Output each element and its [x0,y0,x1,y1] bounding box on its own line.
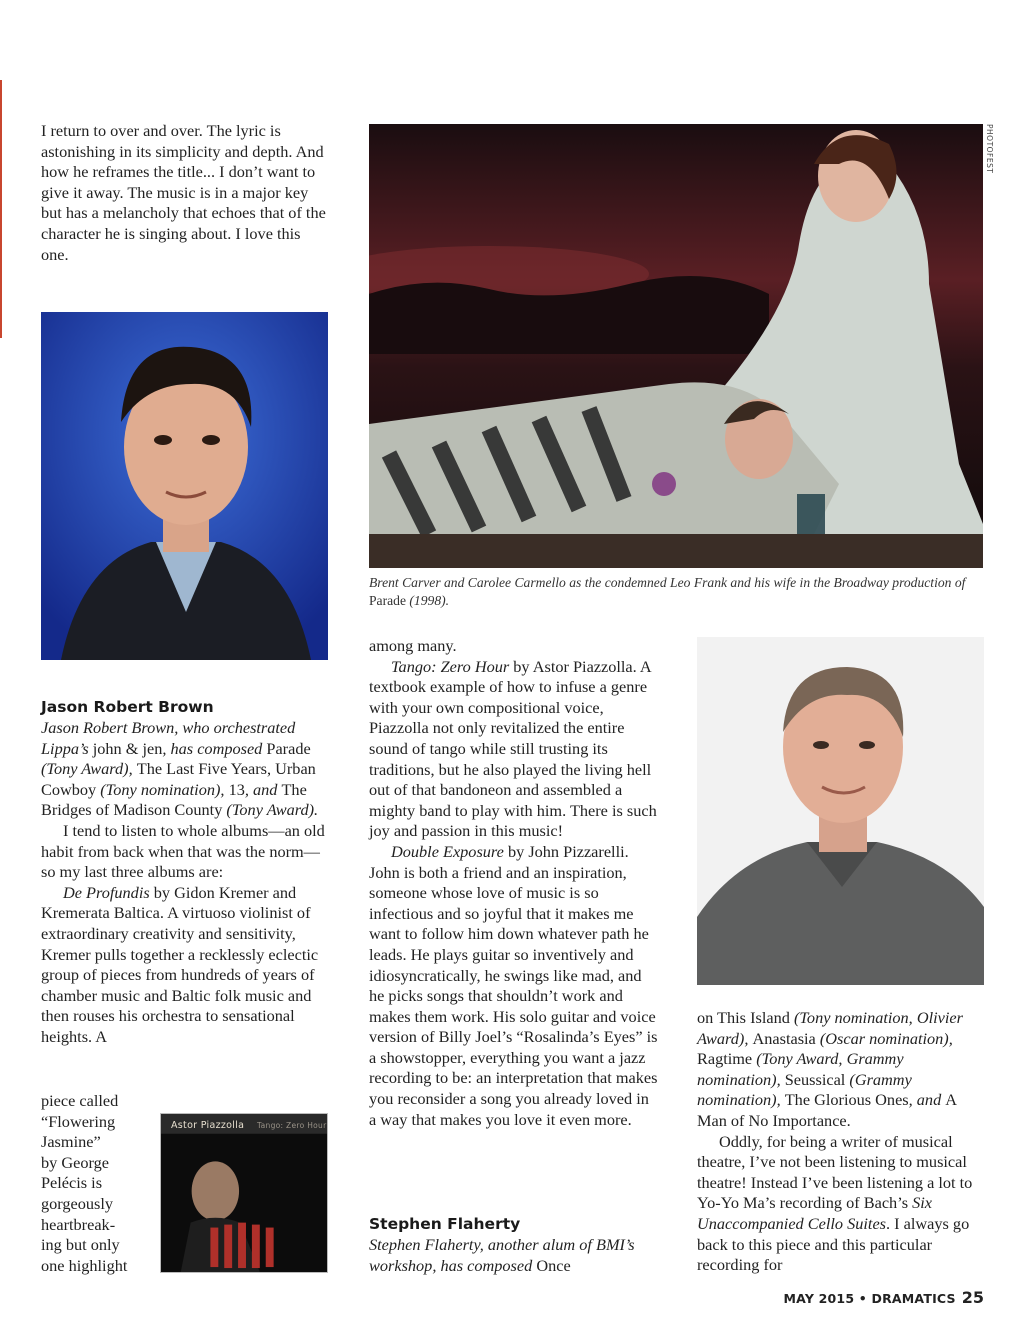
album-cover [160,1113,328,1273]
col2-paragraph-0: among many. [369,636,457,655]
jrb-bio: Jason Robert Brown, who orchestrated Lippa’s john & jen, has composed Parade (Tony Award), The Last Five Years, Urban Cowboy (Tony nomination), 13, and The Bridges of Madison County (Tony Award). [41,718,319,820]
intro-paragraph [41,121,331,265]
jrb-paragraph-1: I tend to listen to whole albums—an old habit from back when that was the norm—so my last three albums are: [41,820,325,882]
jason-robert-brown-heading: Jason Robert Brown [41,698,214,716]
caption-text: Brent Carver and Carolee Carmello as the condemned Leo Frank and his wife in the Broadway production of [369,575,966,590]
jrb-wrap-lines: piece called “Flowering Jasmine” by George Pelécis is gorgeously heartbreak- ing but only one highlight [41,1091,128,1275]
caption-year: (1998). [406,593,450,608]
page-number: 25 [961,1288,984,1307]
flaherty-paragraph-1: Oddly, for being a writer of musical theatre, I’ve not been listening to musical theatre! Instead I’ve been listening a lot to Yo-Yo Ma’s recording of Bach’s Six Unaccompanied Cello Suites. I always go back to this piece and this particular recording for [697,1131,973,1275]
flaherty-bio-continued: on This Island (Tony nomination, Olivier Award), Anastasia (Oscar nomination), Ragtime (Tony Award, Grammy nomination), Seussical (Grammy nomination), The Glorious Ones, and A Man of No Importance. [697,1008,963,1130]
parade-production-photo [369,124,983,568]
photo-credit: PHOTOFEST [985,124,994,174]
caption-show-title: Parade [369,593,406,608]
jason-robert-brown-portrait [41,312,328,660]
column-3-text [697,1008,984,1276]
album-artist: Astor Piazzolla [171,1120,245,1131]
issue-label: MAY 2015 • DRAMATICS [783,1291,956,1306]
page-edge-rule [0,80,2,338]
stephen-flaherty-portrait [697,637,984,985]
stephen-flaherty-heading: Stephen Flaherty [369,1215,521,1233]
intro-text: I return to over and over. The lyric is astonishing in its simplicity and depth. And how he reframes the title... I don’t want to give it away. The music is in a major key but has a melancholy that echoes that of the character he is singing about. I love this one. [41,121,326,264]
col2-paragraph-1: Tango: Zero Hour by Astor Piazzolla. A textbook example of how to infuse a genre with your own compositional voice, Piazzolla not only revitalized the entire sound of tango while still trusting its traditions, but he also played the living hell out of that bandoneon and assembled a mighty band to play with him. There is such joy and passion in this music! [369,656,657,841]
page-footer [784,1288,984,1307]
photo-caption [369,574,983,610]
flaherty-bio-start: Stephen Flaherty, another alum of BMI’s workshop, has composed Once [369,1235,635,1275]
album-title: Tango: Zero Hour [257,1121,327,1130]
column-2-text [369,636,659,1130]
jrb-paragraph-2: De Profundis by Gidon Kremer and Kremerata Baltica. A virtuoso violinist of extraordinary creativity and sensitivity, Kremer pulls together a recklessly eclectic group of pieces from hundreds of years of chamber music and Baltic folk music and then rouses his orchestra to sensational heights. A [41,882,319,1046]
col2-paragraph-2: Double Exposure by John Pizzarelli. John is both a friend and an inspiration, someone whose love of music is so infectious and so joyful that it makes me want to follow him down whatever path he leads. He plays guitar so inventively and idiosyncratically, he swings like mad, and he picks songs that shouldn’t work and makes them work. His solo guitar and voice version of Billy Joel’s “Rosalinda’s Eyes” is a showstopper, everything you want a jazz recording to be: an interpretation that makes you reconsider a song you already loved in a way that makes you love it even more. [369,841,658,1129]
jrb-text-block [41,718,331,1048]
